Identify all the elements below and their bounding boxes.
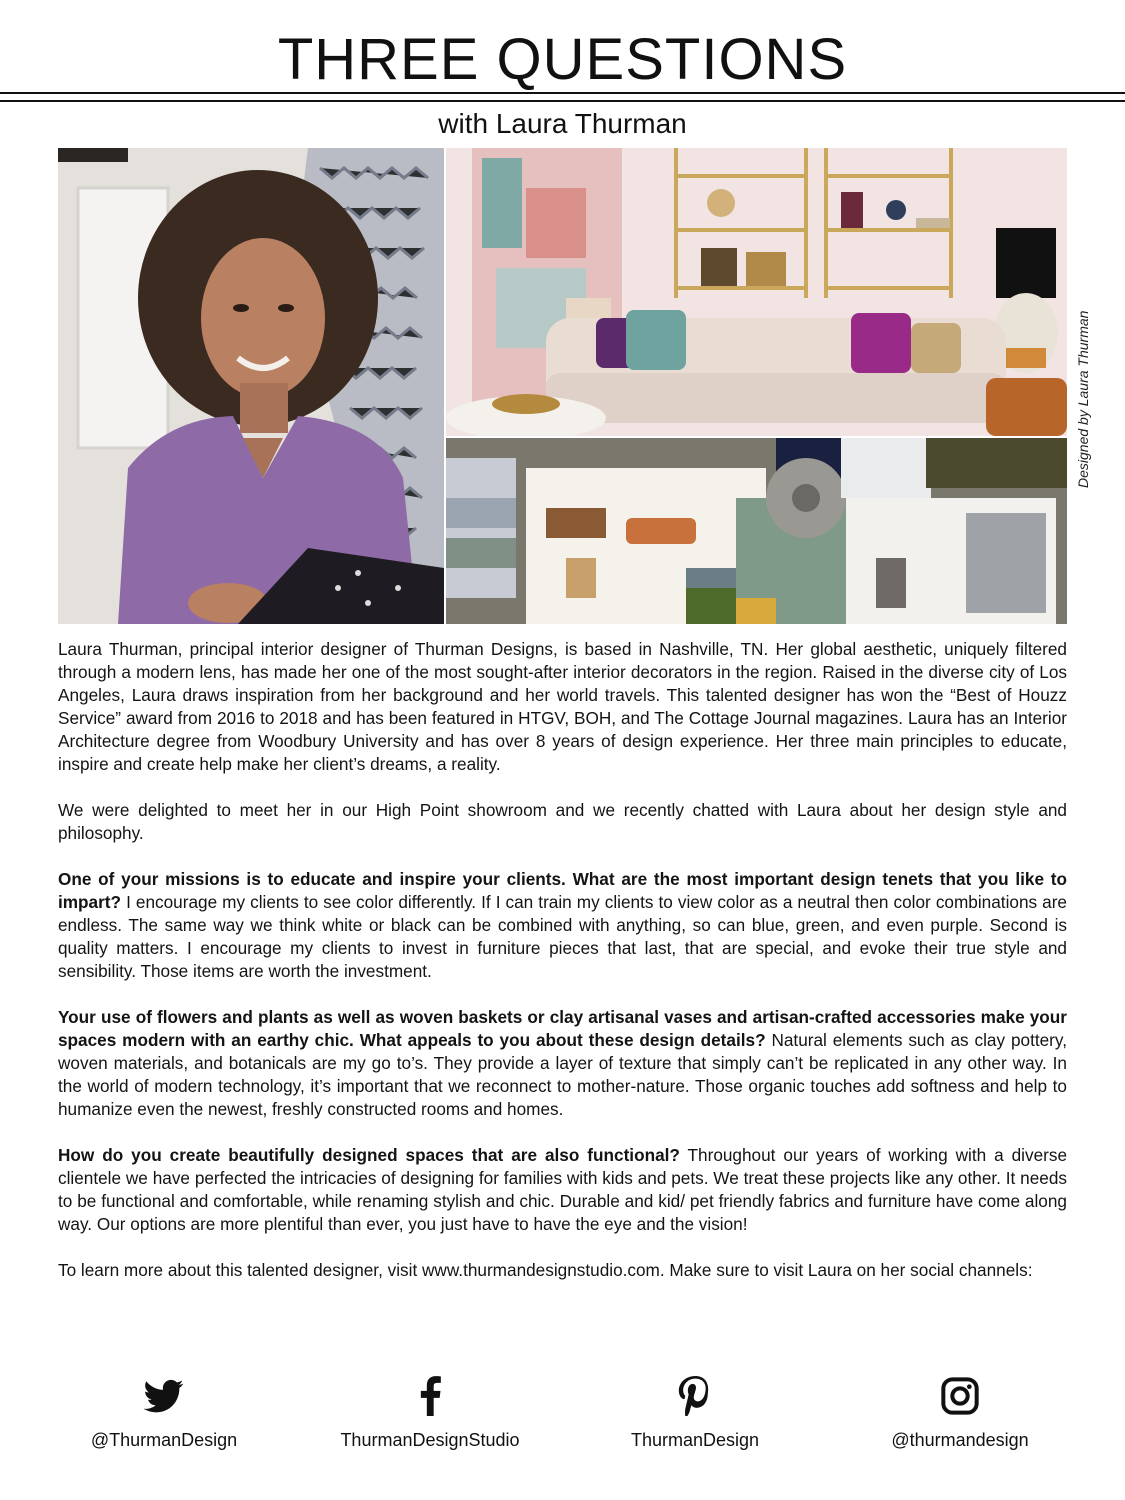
twitter-handle[interactable]: @ThurmanDesign	[90, 1430, 238, 1450]
twitter-icon	[142, 1376, 186, 1416]
page-title: THREE QUESTIONS	[277, 27, 848, 92]
living-room-photo	[446, 148, 1067, 436]
pinterest-icon	[673, 1376, 717, 1416]
facebook-icon	[408, 1376, 452, 1416]
question-2-text: Your use of flowers and plants as well as woven baskets or clay artisanal vases and artisan-crafted accessories make your spaces modern with an earthy chic. What appeals to you about these design details?	[58, 1007, 1067, 1050]
social-twitter[interactable]	[44, 1376, 284, 1452]
closing-paragraph: To learn more about this talented designer, visit www.thurmandesignstudio.com. Make sure to visit Laura on her social channels:	[58, 1260, 1033, 1280]
social-instagram[interactable]	[840, 1376, 1080, 1452]
social-facebook[interactable]	[310, 1376, 550, 1452]
question-1	[58, 868, 1067, 983]
page-subtitle: with Laura Thurman	[438, 108, 687, 139]
question-3	[58, 1144, 1067, 1236]
pinterest-handle[interactable]: ThurmanDesign	[630, 1430, 760, 1450]
article-body	[58, 638, 1067, 1305]
portrait-photo	[58, 148, 444, 624]
photo-credit: Designed by Laura Thurman	[1075, 310, 1091, 488]
instagram-handle[interactable]: @thurmandesign	[891, 1430, 1029, 1450]
meeting-paragraph: We were delighted to meet her in our High Point showroom and we recently chatted with Laura about her design style and philosophy.	[58, 800, 1067, 843]
question-3-text: How do you create beautifully designed spaces that are also functional?	[58, 1145, 680, 1165]
question-1-text: One of your missions is to educate and inspire your clients. What are the most important design tenets that you like to impart?	[58, 869, 1067, 912]
title-rule-top	[0, 92, 1125, 94]
answer-1-text: I encourage my clients to see color differently. If I can train my clients to view color as a neutral then color combinations are endless. The same way we think white or black can be combined with anything, so can blue, green, and even purple. Second is quality matters. I encourage my clients to invest in furniture pieces that last, that are special, and evoke their true style and sensibility. Those items are worth the investment.	[58, 892, 1067, 981]
answer-2-text: Natural elements such as clay pottery, woven materials, and botanicals are my go to’s. They provide a layer of texture that simply can’t be replicated in any other way. In the world of modern technology, it’s important that we reconnect to mother-nature. Those organic touches add softness and help to humanize even the newest, freshly constructed rooms and homes.	[58, 1030, 1067, 1119]
facebook-handle[interactable]: ThurmanDesignStudio	[340, 1430, 520, 1450]
question-2	[58, 1006, 1067, 1121]
design-board-photo	[446, 438, 1067, 624]
answer-3-text: Throughout our years of working with a diverse clientele we have perfected the intricacies of designing for families with kids and pets. We treat these projects like any other. It needs to be functional and comfortable, while renaming stylish and chic. Durable and kid/ pet friendly fabrics and furniture have come along way. Our options are more plentiful than ever, you just have to have the eye and the vision!	[58, 1145, 1067, 1234]
title-rule-bottom	[0, 100, 1125, 102]
instagram-icon	[938, 1376, 982, 1416]
intro-paragraph: Laura Thurman, principal interior designer of Thurman Designs, is based in Nashville, TN. Her global aesthetic, uniquely filtered through a modern lens, has made her one of the most sought-after interior decorators in the region. Raised in the diverse city of Los Angeles, Laura draws inspiration from her background and her world travels. This talented designer has won the “Best of Houzz Service” award from 2016 to 2018 and has been featured in HTGV, BOH, and The Cottage Journal magazines. Laura has an Interior Architecture degree from Woodbury University and has over 8 years of design experience. Her three main principles to educate, inspire and create help make her client’s dreams, a reality.	[58, 639, 1067, 774]
social-pinterest[interactable]	[575, 1376, 815, 1452]
